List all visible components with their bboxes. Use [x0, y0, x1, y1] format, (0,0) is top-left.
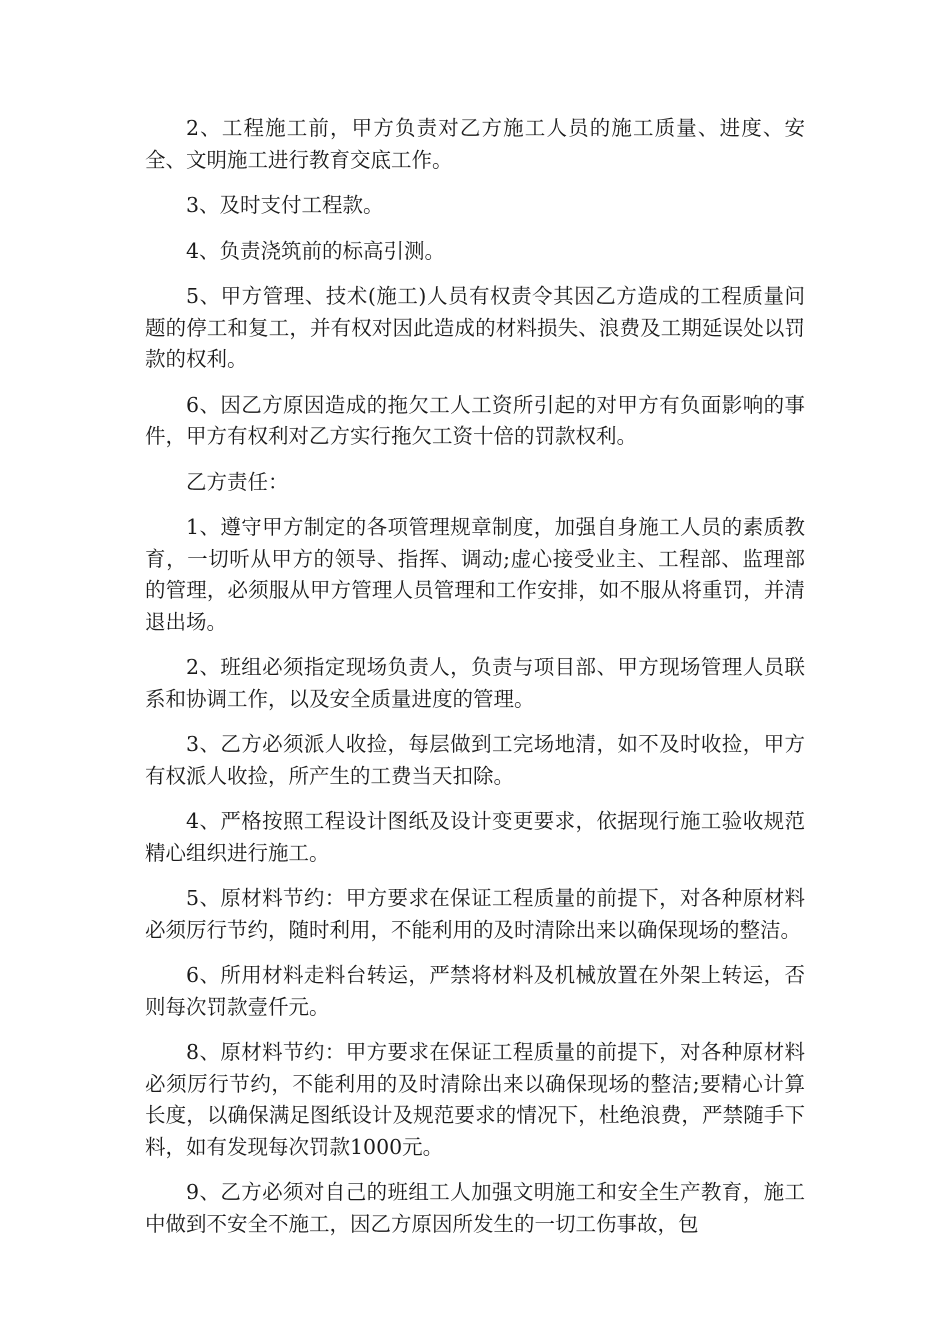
paragraph-owner-duty-5: 5、甲方管理、技术(施工)人员有权责令其因乙方造成的工程质量问题的停工和复工，并有权对因此造成的材料损失、浪费及工期延误处以罚款的权利。 — [145, 284, 805, 371]
document-body — [145, 113, 805, 1254]
paragraph-contractor-duty-1: 1、遵守甲方制定的各项管理规章制度，加强自身施工人员的素质教育，一切听从甲方的领导、指挥、调动;虚心接受业主、工程部、监理部的管理，必须服从甲方管理人员管理和工作安排，如不服从将重罚，并清退出场。 — [145, 515, 805, 634]
paragraph-contractor-duty-5: 5、原材料节约：甲方要求在保证工程质量的前提下，对各种原材料必须厉行节约，随时利用，不能利用的及时清除出来以确保现场的整洁。 — [145, 886, 805, 942]
section-heading-contractor-duties: 乙方责任： — [186, 469, 289, 494]
paragraph-contractor-duty-4: 4、严格按照工程设计图纸及设计变更要求，依据现行施工验收规范精心组织进行施工。 — [145, 809, 805, 865]
paragraph-contractor-duty-2: 2、班组必须指定现场负责人，负责与项目部、甲方现场管理人员联系和协调工作，以及安全质量进度的管理。 — [145, 655, 805, 711]
paragraph-owner-duty-2: 2、工程施工前，甲方负责对乙方施工人员的施工质量、进度、安全、文明施工进行教育交底工作。 — [145, 116, 805, 172]
paragraph-contractor-duty-8: 8、原材料节约：甲方要求在保证工程质量的前提下，对各种原材料必须厉行节约，不能利用的及时清除出来以确保现场的整洁;要精心计算长度，以确保满足图纸设计及规范要求的情况下，杜绝浪费，严禁随手下料，如有发现每次罚款1000元。 — [145, 1040, 805, 1159]
paragraph-contractor-duty-6: 6、所用材料走料台转运，严禁将材料及机械放置在外架上转运，否则每次罚款壹仟元。 — [145, 963, 805, 1019]
paragraph-contractor-duty-9: 9、乙方必须对自己的班组工人加强文明施工和安全生产教育，施工中做到不安全不施工，因乙方原因所发生的一切工伤事故，包 — [145, 1180, 805, 1236]
paragraph-contractor-duty-3: 3、乙方必须派人收捡，每层做到工完场地清，如不及时收捡，甲方有权派人收捡，所产生的工费当天扣除。 — [145, 732, 805, 788]
paragraph-owner-duty-6: 6、因乙方原因造成的拖欠工人工资所引起的对甲方有负面影响的事件，甲方有权利对乙方实行拖欠工资十倍的罚款权利。 — [145, 392, 805, 448]
paragraph-owner-duty-3: 3、及时支付工程款。 — [186, 193, 384, 217]
paragraph-owner-duty-4: 4、负责浇筑前的标高引测。 — [186, 238, 446, 263]
